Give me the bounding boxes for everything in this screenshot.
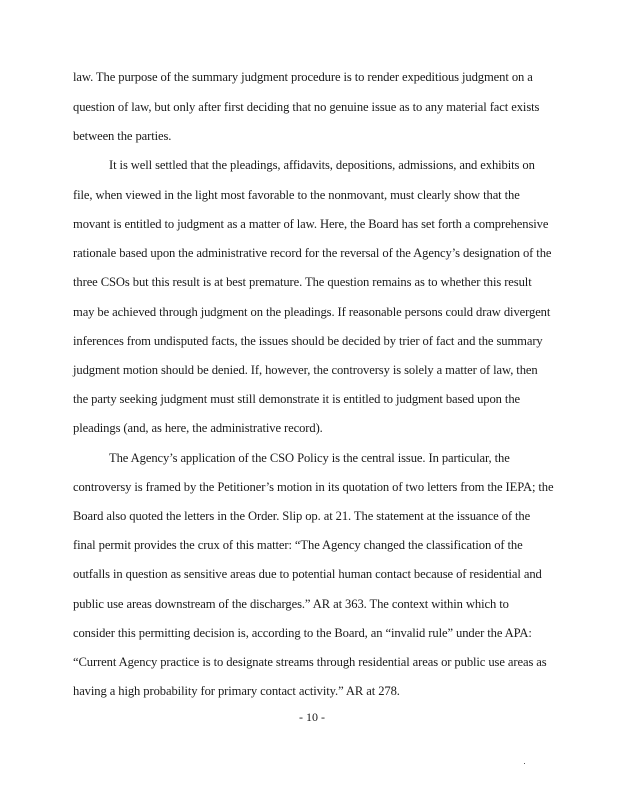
text-line: having a high probability for primary contact activity.” AR at 278. bbox=[73, 684, 400, 698]
text-line: consider this permitting decision is, according to the Board, an “invalid rule” under the APA: bbox=[73, 626, 532, 640]
text-line: between the parties. bbox=[73, 129, 172, 143]
text-line: judgment motion should be denied. If, however, the controversy is solely a matter of law, then bbox=[73, 363, 538, 377]
text-line: question of law, but only after first deciding that no genuine issue as to any material fact exists bbox=[73, 100, 540, 114]
scan-speck bbox=[524, 763, 525, 764]
text-line: inferences from undisputed facts, the issues should be decided by trier of fact and the summary bbox=[73, 334, 543, 348]
text-line: controversy is framed by the Petitioner’s motion in its quotation of two letters from the IEPA; the bbox=[73, 480, 554, 494]
text-line: three CSOs but this result is at best premature. The question remains as to whether this result bbox=[73, 275, 532, 289]
text-line: law. The purpose of the summary judgment procedure is to render expeditious judgment on a bbox=[73, 70, 533, 84]
text-line: movant is entitled to judgment as a matter of law. Here, the Board has set forth a comprehensive bbox=[73, 217, 549, 231]
text-line: may be achieved through judgment on the pleadings. If reasonable persons could draw divergent bbox=[73, 305, 551, 319]
text-line: It is well settled that the pleadings, affidavits, depositions, admissions, and exhibits on bbox=[109, 158, 535, 172]
text-line: final permit provides the crux of this matter: “The Agency changed the classification of the bbox=[73, 538, 523, 552]
text-line: rationale based upon the administrative record for the reversal of the Agency’s designation of the bbox=[73, 246, 552, 260]
text-line: The Agency’s application of the CSO Policy is the central issue. In particular, the bbox=[109, 451, 510, 465]
text-line: “Current Agency practice is to designate streams through residential areas or public use areas as bbox=[73, 655, 547, 669]
text-line: Board also quoted the letters in the Order. Slip op. at 21. The statement at the issuance of the bbox=[73, 509, 531, 523]
text-line: file, when viewed in the light most favorable to the nonmovant, must clearly show that the bbox=[73, 188, 520, 202]
text-line: outfalls in question as sensitive areas due to potential human contact because of residential and bbox=[73, 567, 542, 581]
text-line: the party seeking judgment must still demonstrate it is entitled to judgment based upon the bbox=[73, 392, 520, 406]
page-number: - 10 - bbox=[299, 710, 325, 724]
text-line: pleadings (and, as here, the administrative record). bbox=[73, 421, 323, 435]
text-line: public use areas downstream of the discharges.” AR at 363. The context within which to bbox=[73, 597, 509, 611]
